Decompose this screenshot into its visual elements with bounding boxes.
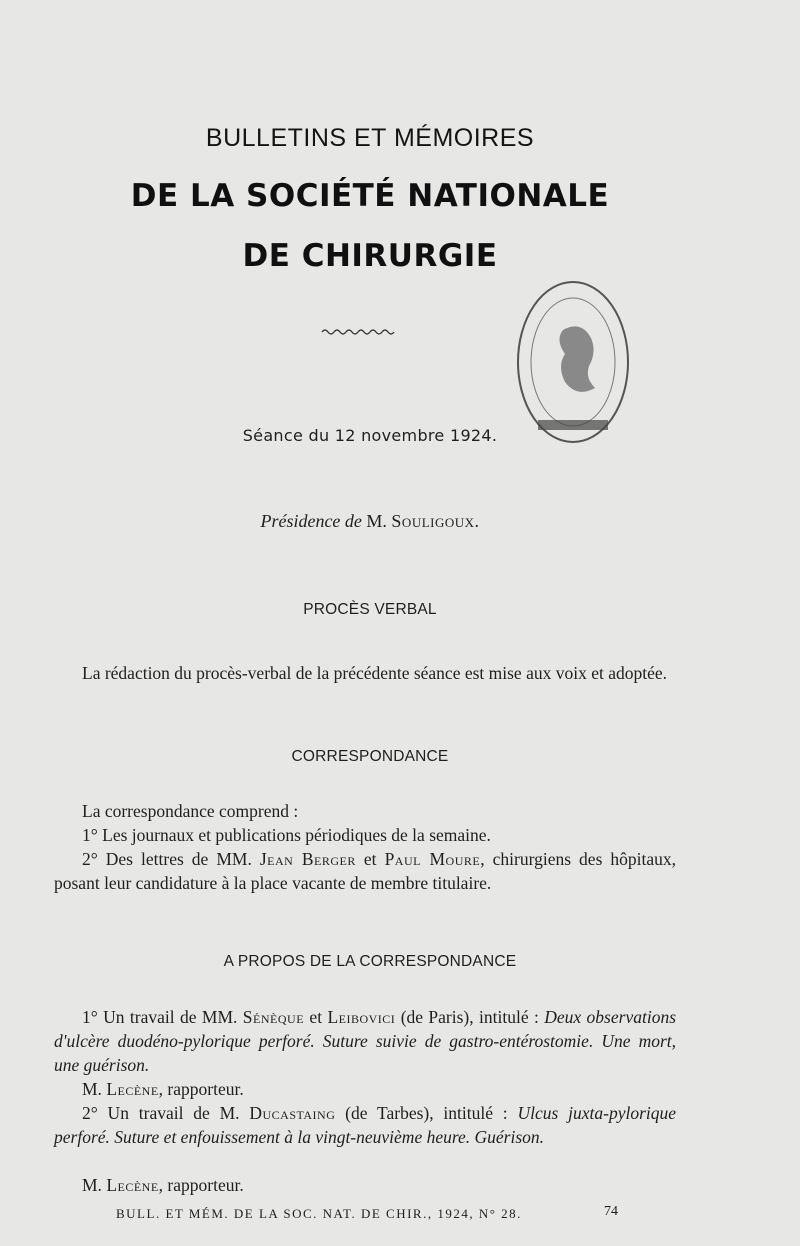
session-date: Séance du 12 novembre 1924.	[242, 426, 498, 445]
correspondance-item-2-start: 2° Des lettres de MM.	[82, 849, 252, 869]
correspondance-item-2	[54, 847, 676, 895]
author-name-1: Sénèque	[242, 1007, 305, 1027]
correspondance-heading: CORRESPONDANCE	[291, 748, 449, 765]
rapporteur-1-title: M.	[82, 1079, 102, 1099]
correspondance-item-1: 1° Les journaux et publications périodiques de la semaine.	[82, 825, 491, 845]
a-propos-item-1-start: 1° Un travail de MM.	[82, 1007, 238, 1027]
a-propos-item-1-and: et	[309, 1007, 323, 1027]
page-number: 74	[604, 1204, 618, 1219]
a-propos-heading: A PROPOS DE LA CORRESPONDANCE	[223, 953, 517, 970]
candidate-name-2: Paul Moure	[384, 849, 481, 869]
journal-title-line3: DE CHIRURGIE	[242, 238, 498, 274]
rapporteur-2-role: , rapporteur.	[158, 1175, 244, 1195]
rapporteur-line-1	[82, 1077, 704, 1101]
footer-citation: BULL. ET MÉM. DE LA SOC. NAT. DE CHIR., 1924, N° 28.	[116, 1206, 522, 1221]
rapporteur-1-role: , rapporteur.	[158, 1079, 244, 1099]
president-name: Souligoux.	[391, 511, 480, 531]
a-propos-item-2	[54, 1101, 676, 1149]
a-propos-item-2-origin: (de Tarbes), intitulé :	[345, 1103, 508, 1123]
rapporteur-2-title: M.	[82, 1175, 102, 1195]
a-propos-item-1	[54, 1005, 676, 1077]
correspondance-item-2-end: , chirurgiens des hôpitaux, posant leur candidature à la place vacante de membre titulaire.	[54, 849, 677, 893]
a-propos-item-2-title: Ulcus juxta-pylorique perforé. Suture et enfouissement à la vingt-neuvième heure. Guérison.	[54, 1103, 677, 1147]
wavy-rule-ornament	[320, 326, 400, 336]
presidency-prefix: Présidence de	[260, 511, 362, 531]
author-name-3: Ducastaing	[249, 1103, 336, 1123]
presidency-line	[0, 511, 740, 532]
rapporteur-line-2	[82, 1173, 704, 1197]
proces-verbal-heading: PROCÈS VERBAL	[303, 601, 437, 618]
author-name-2: Leibovici	[327, 1007, 396, 1027]
proces-verbal-text: La rédaction du procès-verbal de la précédente séance est mise aux voix et adoptée.	[82, 663, 668, 683]
candidate-name-1: Jean Berger	[259, 849, 356, 869]
rapporteur-1-name: Lecène	[106, 1079, 159, 1099]
a-propos-item-1-origin: (de Paris), intitulé :	[400, 1007, 539, 1027]
presidency-title: M.	[366, 511, 387, 531]
journal-title-line1: BULLETINS ET MÉMOIRES	[205, 124, 535, 152]
journal-title-line2: DE LA SOCIÉTÉ NATIONALE	[130, 178, 610, 214]
a-propos-item-2-start: 2° Un travail de M.	[82, 1103, 240, 1123]
correspondance-item-2-and: et	[363, 849, 377, 869]
a-propos-item-1-title: Deux observations d'ulcère duodéno-pylorique perforé. Suture suivie de gastro-entérostomie. Une mort, une guérison.	[54, 1007, 676, 1075]
rapporteur-2-name: Lecène	[106, 1175, 159, 1195]
correspondance-intro: La correspondance comprend :	[82, 801, 299, 821]
